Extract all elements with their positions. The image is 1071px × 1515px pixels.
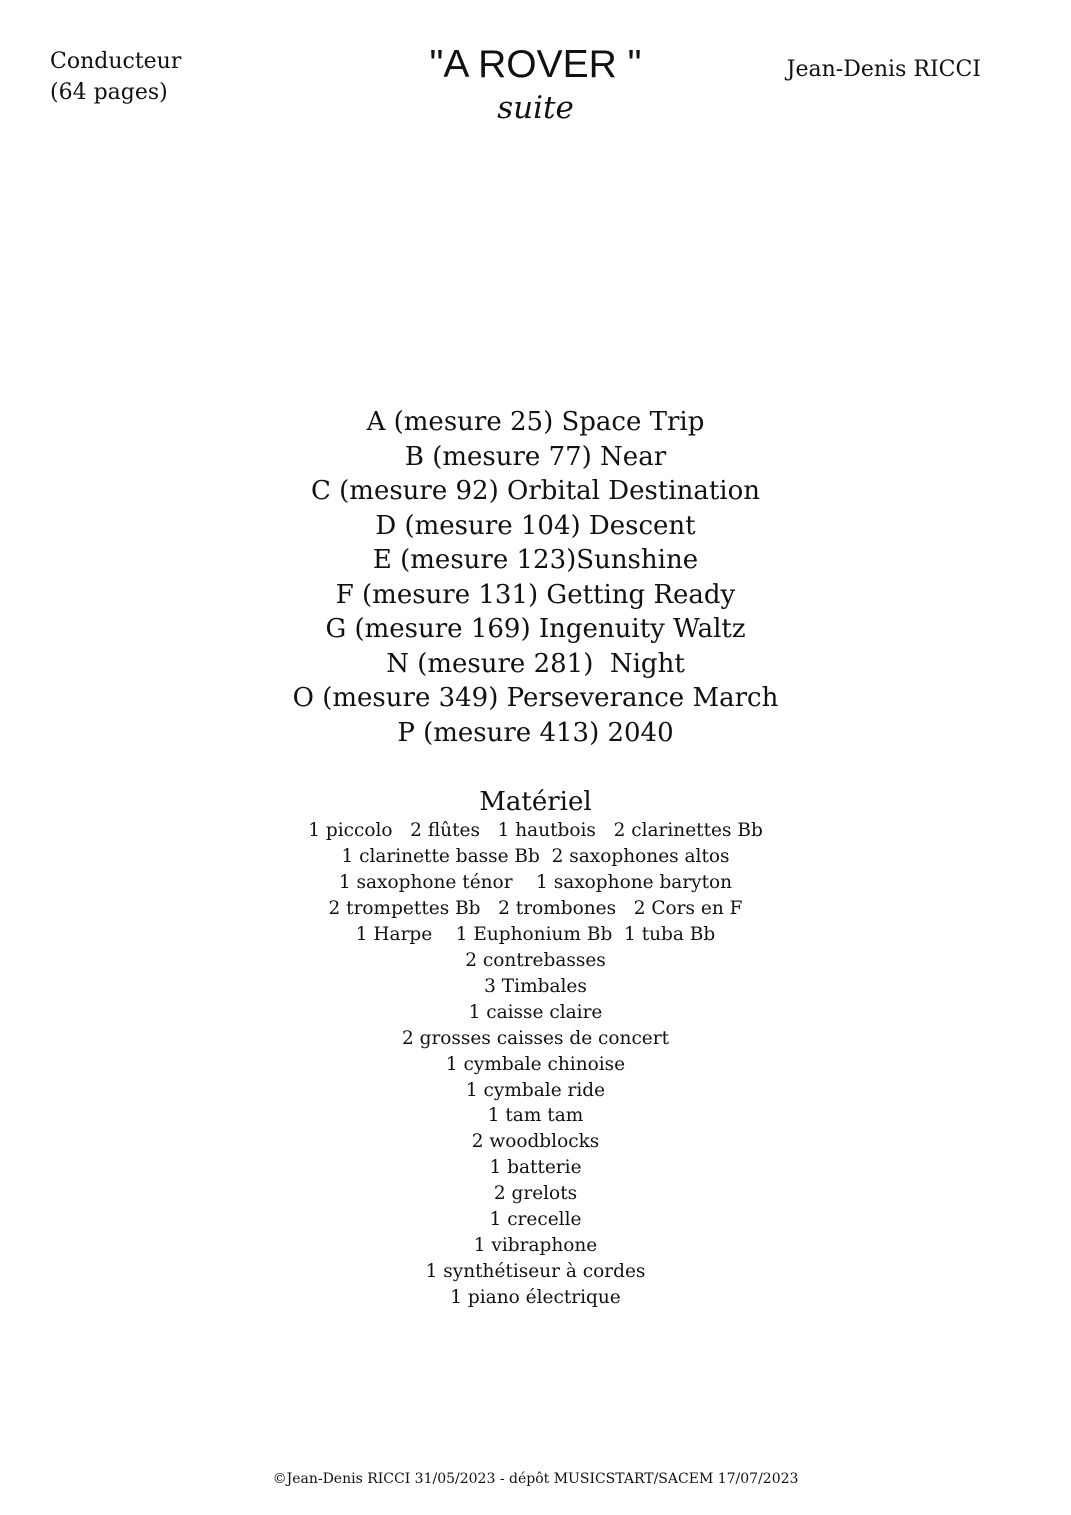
movement-item: O (mesure 349) Perseverance March: [292, 683, 779, 713]
instrument-item: 3 Timbales: [484, 975, 587, 997]
page-count: (64 pages): [50, 80, 168, 105]
score-type: Conducteur: [50, 49, 182, 74]
movement-list: [0, 405, 1071, 750]
movement-item: N (mesure 281) Night: [386, 648, 685, 679]
instrument-item: 1 saxophone ténor 1 saxophone baryton: [338, 871, 733, 893]
instrument-item: 1 Harpe 1 Euphonium Bb 1 tuba Bb: [355, 923, 716, 945]
instrument-item: 1 batterie: [489, 1157, 582, 1179]
instrument-item: 1 caisse claire: [468, 1001, 603, 1023]
page-subtitle: suite: [497, 90, 574, 126]
instrument-item: 1 synthétiseur à cordes: [425, 1261, 646, 1283]
instrument-list: [0, 818, 1071, 1311]
movement-item: F (mesure 131) Getting Ready: [335, 579, 736, 610]
movement-item: A (mesure 25) Space Trip: [366, 407, 705, 437]
movement-item: C (mesure 92) Orbital Destination: [311, 476, 760, 506]
instrument-item: 2 grelots: [493, 1183, 578, 1205]
composer-name: Jean-Denis RICCI: [786, 57, 981, 82]
instrument-item: 1 piccolo 2 flûtes 1 hautbois 2 clarinettes Bb: [308, 820, 763, 841]
movement-item: B (mesure 77) Near: [404, 441, 667, 472]
copyright-footer: ©Jean-Denis RICCI 31/05/2023 - dépôt MUSICSTART/SACEM 17/07/2023: [272, 1471, 799, 1487]
movement-item: D (mesure 104) Descent: [375, 510, 696, 541]
instrument-item: 1 tam tam: [487, 1105, 584, 1127]
instrument-item: 2 contrebasses: [465, 949, 606, 971]
instrument-item: 1 cymbale chinoise: [445, 1053, 626, 1075]
instrument-item: 1 piano électrique: [450, 1287, 621, 1309]
instrument-item: 2 grosses caisses de concert: [401, 1027, 670, 1049]
movement-item: G (mesure 169) Ingenuity Waltz: [325, 614, 746, 644]
materiel-heading: Matériel: [479, 787, 592, 817]
instrument-item: 1 clarinette basse Bb 2 saxophones altos: [341, 845, 730, 867]
instrument-item: 1 vibraphone: [473, 1235, 598, 1257]
instrument-item: 1 crecelle: [489, 1209, 582, 1231]
movement-item: P (mesure 413) 2040: [397, 717, 674, 748]
instrument-item: 1 cymbale ride: [465, 1079, 606, 1101]
page-title: "A ROVER ": [429, 43, 642, 86]
instrument-item: 2 trompettes Bb 2 trombones 2 Cors en F: [328, 897, 743, 919]
movement-item: E (mesure 123)Sunshine: [372, 545, 699, 575]
instrument-item: 2 woodblocks: [471, 1131, 600, 1153]
